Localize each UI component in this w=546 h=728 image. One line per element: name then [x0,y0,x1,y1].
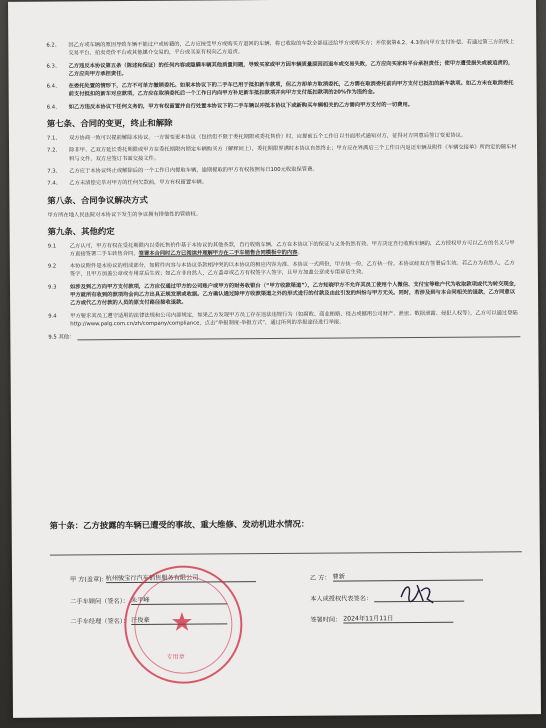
party-a-value: 杭州骏宝行汽车销售服务有限公司 [106,572,256,583]
party-b-value: 曹新 [332,571,482,582]
clause-number: 6.4、 [46,104,61,111]
seal-star-icon: ★ [170,607,194,638]
other-blank-line [77,330,520,341]
party-b-label: 乙 方： [310,574,331,582]
clause-9-2 [48,259,520,279]
clause-text: 本协议附件是本协议的组成部分，如附件内容与本协议条款相冲突的以本协议的相应内容为准。本协议一式两份，甲方执一份，乙方执一份。本协议经双方签署后生效。若乙方为自然人，乙方签字，且甲方加盖公章或专用章后生效；如乙方非自然人，乙方盖章或乙方有权签字人签字，且甲方加盖公章或专用章后生效。 [69,260,515,278]
clause-number: 9.2 [47,263,57,270]
clauses-section-9 [48,259,520,328]
section-7-title: 第七条、合同的变更，终止和解除 [46,117,173,129]
clauses-section-7 [47,131,519,188]
clause-9-5 [48,330,520,341]
clause-text-end: 。 [297,249,303,256]
clauses-section-6 [46,38,518,111]
clause-7-1 [47,131,519,143]
section-10 [50,510,522,555]
section-10-title: 第十条：乙方披露的车辆已遭受的事故、重大维修、发动机进水情况： [49,518,310,531]
clause-text: 乙方违反本协议第五条（陈述和保证）的任何内容或隐瞒车辆其他质量问题，导致买家或甲方因车辆质量原因而退车或交易失败，乙方应向买家和平台承担责任；使甲方遭受损失或被追责的，乙方应向甲方承担责任。 [68,59,514,78]
clause-text: 双方协商一致可以提前解除本协议。一方需变更本协议（包括但不限于委托期限或委托售价）时，应提前五个工作日以书面形式通知对方，征得对方同意后签订变更协议。 [68,132,467,142]
clause-7-4 [47,177,519,189]
section-8-text: 甲方所在地人民法院对本协议下发生的争议拥有排他性的管辖权。 [47,211,202,219]
handwritten-signature [397,579,437,607]
consultant-signature: 朱平峰 [131,594,227,605]
clause-number: 9.3 [47,284,57,291]
seal-subtext: 专用章 [166,653,185,661]
section-8-title: 第八条、合同争议解决方式 [47,194,148,206]
signed-time-field [310,613,453,624]
clause-number: 7.4、 [47,180,62,187]
clause-7-2 [47,144,519,164]
clause-text: 除非甲、乙双方延长委托期限或甲方在委托期限内锁定车辆购买方（解释同上），委托期限界满时本协议自然终止；甲方应在界满后三个工作日内返还车辆及附件《车辆交接单》所约定的随车材料与文件，双方应签订书面交接文件。 [69,144,517,163]
signed-time-value: 2024年11月11日 [343,613,453,624]
clause-number: 9.4 [48,313,57,320]
clause-6-1 [46,38,518,58]
clause-text: 在委托处置的情形下，乙方不可单方撤销委托。如果本协议下的二手车已用于抵扣新车款项，但乙方却单方取消委托，乙方需在取消委托前向甲方支付已抵扣的新车款项。如乙方未在取消委托前支付抵扣的新车对应款项，乙方应在取消委托后一个工作日内向甲方补足新车抵扣款项并向甲方支付抵扣款项的20%作为违约金。 [68,80,514,98]
clause-6-2 [46,59,518,79]
company-seal [124,565,243,684]
clause-6-4 [47,100,519,112]
clause-number: 9.1 [47,243,57,250]
clause-text: 甲方要求其员工遵守适用的法律法规和公司内部规定，如果乙方发现甲方员工存在违法违规行为（如腐败、商业贿赂、侵占或挪用公司财产、泄密、数据泄露、侵犯人权等），乙方可以通过登陆http://www.palg.com.cn/zh/company/compliance，点击“举报制度-举报方式”，通过所列的举报途径进行举报。 [70,309,518,328]
section-9-title: 第九条、其他约定 [47,225,115,237]
clause-number: 7.3、 [47,168,61,175]
clause-text: 如乙方违反本协议下任何义务的，甲方有权留置并自行处置本协议下的二手车辆以冲抵本协议下或新购买车辆相关的乙方需向甲方支付的一切费用。 [68,101,414,111]
manager-label: 二手车经理（签名）： [70,618,130,626]
clause-6-3 [47,79,519,99]
clause-text: 乙方应于本协议终止或解除后的一个工作日内提取车辆，逾期提取的甲方有权按照每日100元收取保管费。 [69,166,318,175]
contract-body [46,38,520,341]
clause-text-part: 乙方认可，甲方有权在受托期限内以委托售价作基于本协议的其他条款，自行收购车辆，乙方在本协议下的保证与义务仍然有效。甲方决定自行收购车辆的，乙方授权甲方可以乙方的名义与甲方直接签署二手车转售合同， [69,239,515,258]
manager-signature: 汪俊豪 [131,614,227,625]
clause-text [70,239,520,259]
clause-number: 7.2、 [47,147,61,154]
clause-9-1 [48,239,520,259]
clause-7-3 [47,164,519,176]
section-10-blank-line [50,533,522,555]
clause-text: 乙方未清偿完毕对甲方的任何欠款前，甲方有权留置车辆。 [69,179,208,187]
authorized-field [310,593,464,603]
clause-9-3 [48,280,520,308]
authorized-label: 本人或授权代表签名： [310,595,373,603]
clause-9-4 [48,309,520,329]
consultant-label: 二手车顾问（签名）： [70,598,130,606]
clause-number: 6.3、 [46,63,61,70]
contract-page [8,0,541,718]
signed-time-label: 签署时间： [310,616,342,624]
clause-number: 6.4、 [46,83,61,90]
party-a-label: 甲 方(盖章): [70,576,104,584]
underlined-acknowledgement: 签署本合同时乙方已阅读并理解甲方在二手车销售合同模板中的内容 [138,249,298,257]
other-label: 9.5 其他： [48,334,75,341]
clause-text: 因乙方或车辆的原因导致车辆不能过户或转籍的，乙方应按受甲方或购买方退回的车辆，将已收取的车款全部返还给甲方或购买方；并依据第4.2、4.3条向甲方支付补偿。若通过第三方的线上交易平台、拍卖竞价平台或其他媒介交易的，平台或买家有权向乙方追责。 [68,39,515,57]
clause-number: 6.2、 [46,42,61,49]
clause-number: 7.1、 [46,135,61,142]
clause-text: 如涉及到乙方向甲方支付款项，乙方应仅通过甲方的公司账户或甲方的财务收银台（“甲方收款渠道”），乙方知晓甲方不允许其员工使用个人微信、支付宝等账户代为收取款项或代为转交现金，甲方就所有收到的款项均会向乙方出具正规发票或收据。乙方确认通过除甲方收款渠道之外的形式进行的付款及由此引发的纠纷与甲方无关。同时，若涉及到与本合同相关的退款，乙方同意以乙方或代乙方付款的人员的原支付路径接收退款。 [69,281,520,307]
